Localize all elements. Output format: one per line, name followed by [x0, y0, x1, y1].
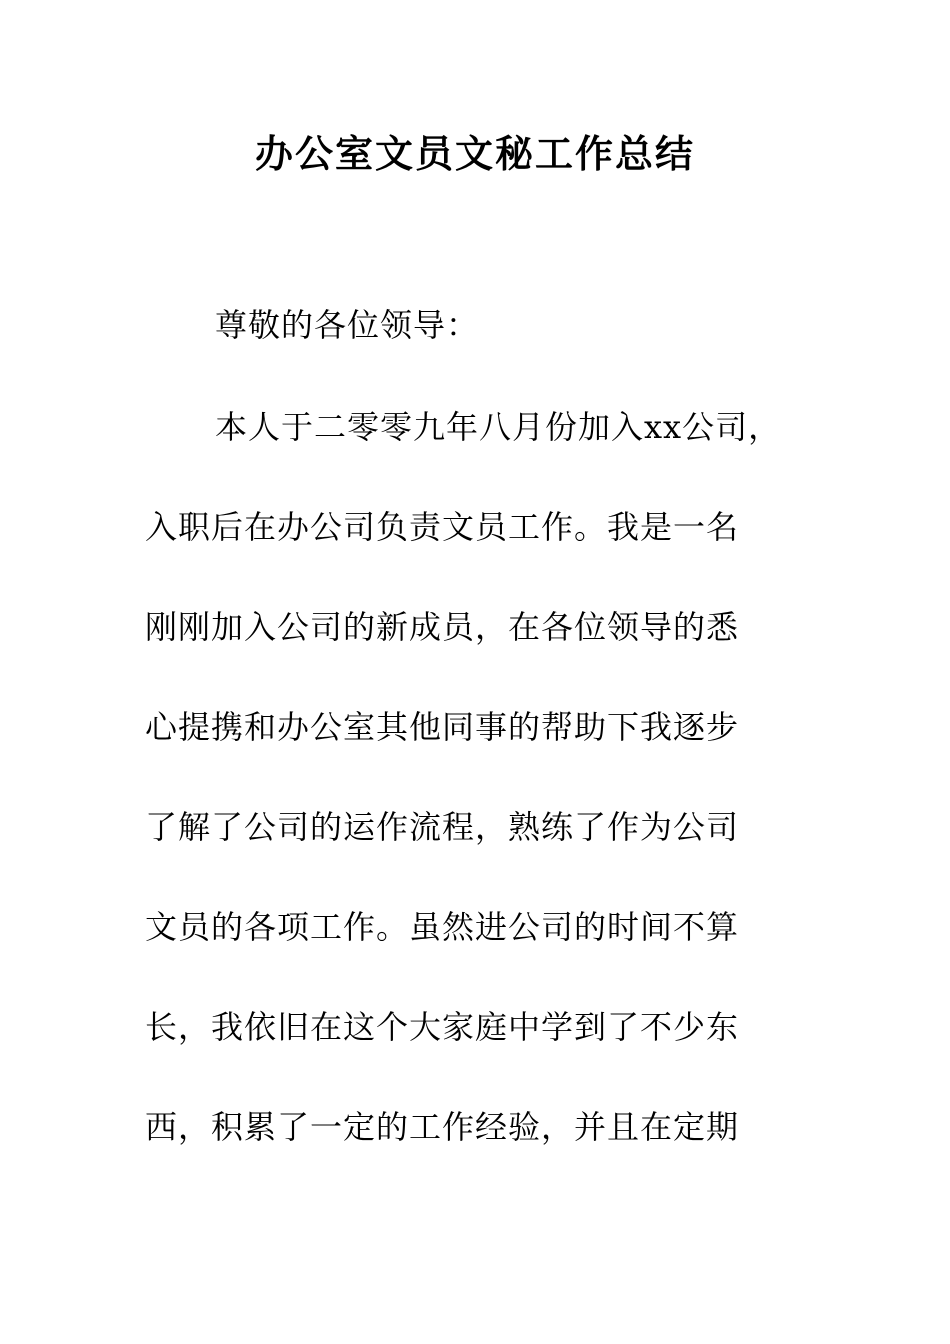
body-line: 入职后在办公司负责文员工作。我是一名: [145, 508, 740, 546]
body-line: 长，我依旧在这个大家庭中学到了不少东: [145, 1008, 740, 1046]
body-line: 了解了公司的运作流程，熟练了作为公司: [145, 808, 740, 846]
greeting-line: 尊敬的各位领导：: [215, 306, 480, 344]
body-line: 文员的各项工作。虽然进公司的时间不算: [145, 908, 740, 946]
body-line: 西，积累了一定的工作经验，并且在定期: [145, 1108, 740, 1146]
body-line: 刚刚加入公司的新成员，在各位领导的悉: [145, 608, 740, 646]
body-line: 心提携和办公室其他同事的帮助下我逐步: [145, 708, 740, 746]
body-line: 本人于二零零九年八月份加入xx公司，: [215, 408, 782, 446]
document-title: 办公室文员文秘工作总结: [254, 131, 695, 176]
